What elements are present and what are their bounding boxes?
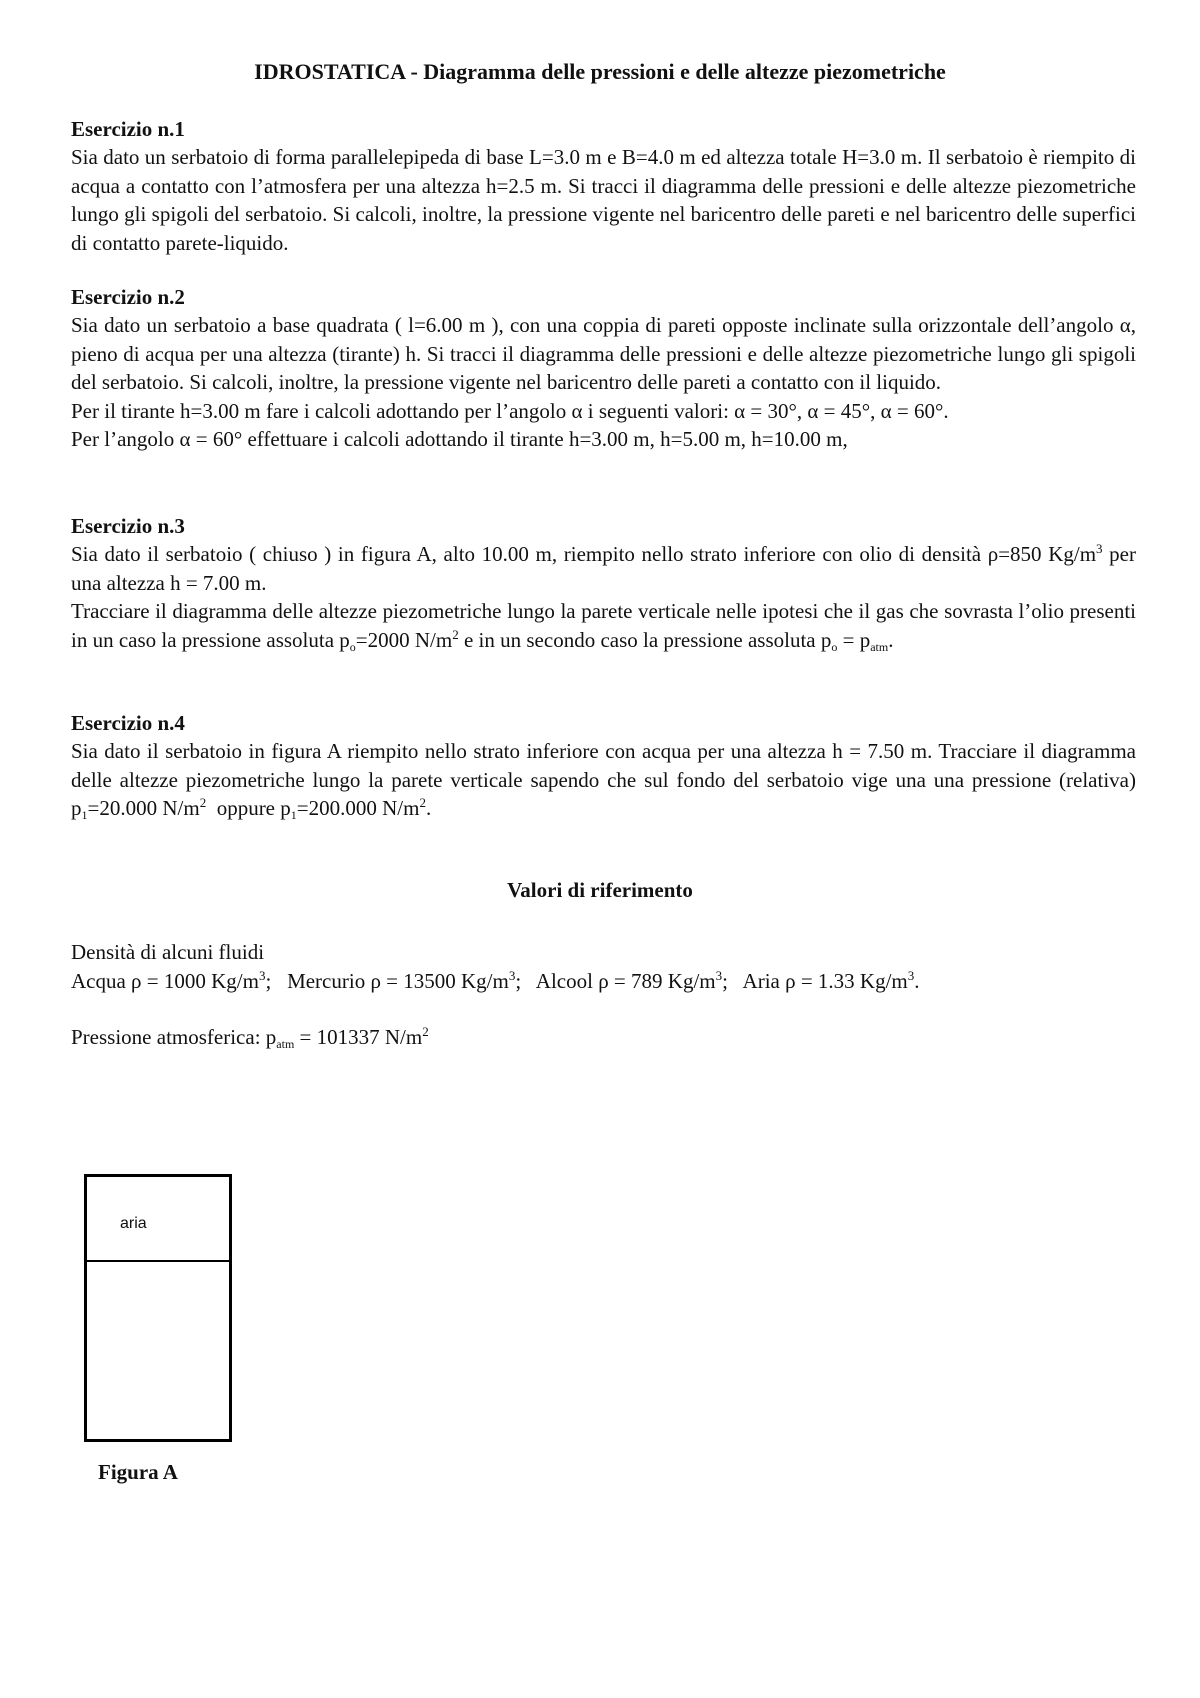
exercise-3-text-a: Sia dato il serbatoio ( chiuso ) in figura A, alto 10.00 m, riempito nello strato inferiore con olio di densità ρ=850 $Kg/m^3$ per una altezza h = 7.00 m. (71, 541, 1136, 595)
densities-label: Densità di alcuni fluidi (71, 940, 265, 964)
exercise-4 (71, 709, 1136, 823)
tank-figure (84, 1174, 232, 1442)
exercise-3-text-b: Tracciare il diagramma delle altezze piezometriche lungo la parete verticale nelle ipotesi che il gas che sovrasta l’olio presenti in un caso la pressione assoluta $p_o=2000$ $N/m^2$ e in un secondo caso la pressione assoluta $p_o = p_{atm}$. (71, 599, 1136, 654)
exercise-3-title: Esercizio n.3 (71, 514, 185, 538)
exercise-1-text: Sia dato un serbatoio di forma parallelepipeda di base L=3.0 m e B=4.0 m ed altezza totale H=3.0 m. Il serbatoio è riempito di acqua a contatto con l’atmosfera per una altezza h=2.5 m. Si tracci il diagramma delle pressioni e delle altezze piezometriche lungo gli spigoli del serbatoio. Si calcoli, inoltre, la pressione vigente nel baricentro delle pareti e nel baricentro delle superfici di contatto parete-liquido. (71, 145, 1136, 255)
exercise-3 (71, 512, 1136, 654)
exercise-2-line-2: Per il tirante h=3.00 m fare i calcoli adottando per l’angolo α i seguenti valori: α = 30°, α = 45°, α = 60°. (71, 398, 949, 423)
exercise-1 (71, 115, 1136, 257)
document-title: IDROSTATICA - Diagramma delle pressioni e delle altezze piezometriche (254, 59, 946, 84)
figure-caption: Figura A (98, 1460, 178, 1484)
exercise-2-line-3: Per l’angolo α = 60° effettuare i calcoli adottando il tirante h=3.00 m, h=5.00 m, h=10.00 m, (71, 427, 848, 451)
densities-values: Acqua ρ = 1000 $Kg/m^3$; Mercurio ρ = 13500 $Kg/m^3$; Alcool ρ = 789 $Kg/m^3$; Aria ρ = 1.33 $Kg/m^3$. (71, 967, 920, 993)
atmospheric-pressure: Pressione atmosferica: $p_{atm} = 101337$ $N/m^2$ (71, 1024, 429, 1051)
tank-layer-divider (87, 1260, 229, 1262)
exercise-2-title: Esercizio n.2 (71, 285, 185, 309)
reference-values (71, 938, 1136, 1052)
exercise-4-title: Esercizio n.4 (71, 711, 185, 735)
exercise-1-title: Esercizio n.1 (71, 117, 185, 141)
exercise-4-text: Sia dato il serbatoio in figura A riempito nello strato inferiore con acqua per una altezza h = 7.50 m. Tracciare il diagramma delle altezze piezometriche lungo la parete verticale sapendo che sul fondo del serbatoio vige una una pressione (relativa) $p_1=20.000$ $N/m^2$ oppure $p_1=200.000$ $N/m^2$. (71, 739, 1136, 822)
exercise-2-text: Sia dato un serbatoio a base quadrata ( l=6.00 m ), con una coppia di pareti opposte inclinate sulla orizzontale dell’angolo α, pieno di acqua per una altezza (tirante) h. Si tracci il diagramma delle pressioni e delle altezze piezometriche lungo gli spigoli del serbatoio. Si calcoli, inoltre, la pressione vigente nel baricentro delle pareti a contatto con il liquido. (71, 313, 1136, 394)
exercise-2 (71, 283, 1136, 454)
reference-values-title: Valori di riferimento (507, 878, 693, 902)
air-label: aria (120, 1215, 147, 1232)
